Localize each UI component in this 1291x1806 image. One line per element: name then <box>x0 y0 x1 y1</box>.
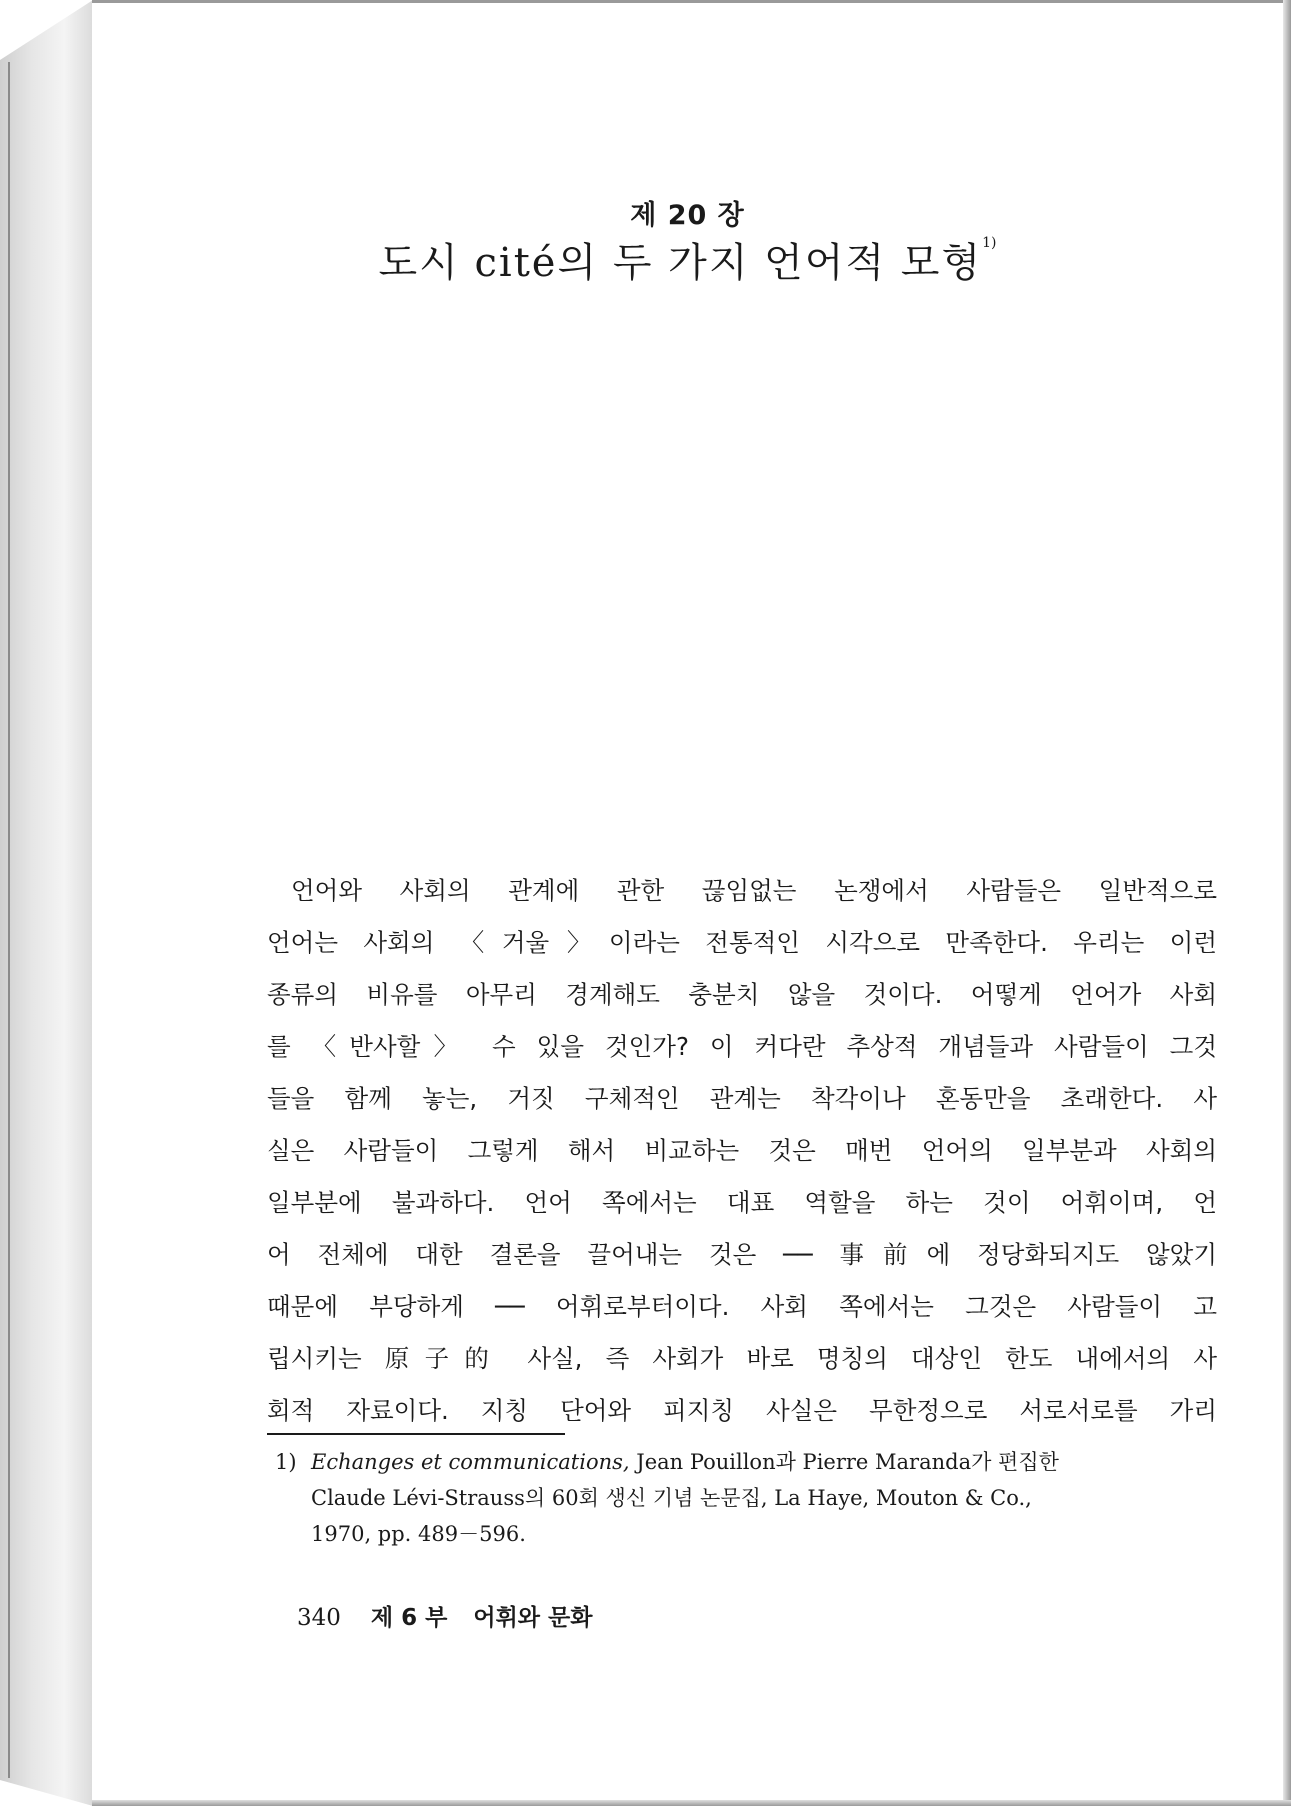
footnote-divider <box>267 1433 565 1435</box>
body-line: 회적 자료이다. 지칭 단어와 피지칭 사실은 무한정으로 서로서로를 가리 <box>267 1396 1217 1425</box>
chapter-title-text: 도시 cité의 두 가지 언어적 모형 <box>378 240 983 286</box>
body-line: 언어는 사회의 〈거울〉이라는 전통적인 시각으로 만족한다. 우리는 이런 <box>267 928 1217 957</box>
body-line: 를 〈반사할〉 수 있을 것인가? 이 커다란 추상적 개념들과 사람들이 그것 <box>267 1032 1217 1061</box>
book-edge-line <box>8 62 10 1778</box>
page-bottom-shadow <box>92 1800 1291 1806</box>
page <box>92 3 1283 1800</box>
running-footer <box>297 1599 592 1632</box>
body-line: 실은 사람들이 그렇게 해서 비교하는 것은 매번 언어의 일부분과 사회의 <box>267 1136 1217 1165</box>
body-line: 들을 함께 놓는, 거짓 구체적인 관계는 착각이나 혼동만을 초래한다. 사 <box>267 1084 1217 1113</box>
footnote-line: Claude Lévi-Strauss의 60회 생신 기념 논문집, La Haye, Mouton & Co., <box>311 1486 1032 1510</box>
body-paragraph <box>267 865 1217 1437</box>
chapter-title <box>92 231 1283 288</box>
chapter-number: 제 20 장 <box>630 200 745 231</box>
page-number: 340 <box>297 1605 341 1631</box>
footnote-reference[interactable]: 1) <box>982 235 997 251</box>
book-edge <box>0 0 93 1806</box>
footnote-text: Jean Pouillon과 Pierre Maranda가 편집한 <box>629 1450 1059 1474</box>
body-line: 일부분에 불과하다. 언어 쪽에서는 대표 역할을 하는 것이 어휘이며, 언 <box>267 1188 1217 1217</box>
footnote <box>267 1444 1217 1552</box>
footnote-marker: 1) <box>275 1450 297 1474</box>
footnote-line: 1970, pp. 489－596. <box>311 1522 526 1546</box>
body-line: 종류의 비유를 아무리 경계해도 충분치 않을 것이다. 어떻게 언어가 사회 <box>267 980 1217 1009</box>
body-line: 언어와 사회의 관계에 관한 끊임없는 논쟁에서 사람들은 일반적으로 <box>291 876 1217 905</box>
body-line: 때문에 부당하게 ── 어휘로부터이다. 사회 쪽에서는 그것은 사람들이 고 <box>267 1292 1217 1321</box>
part-title: 어휘와 문화 <box>473 1605 593 1631</box>
footnote-line <box>267 1444 1217 1480</box>
part-label: 제 6 부 <box>370 1605 448 1631</box>
body-line: 립시키는 原子的 사실, 즉 사회가 바로 명칭의 대상인 한도 내에서의 사 <box>267 1344 1217 1373</box>
footnote-source-title: Echanges et communications, <box>311 1450 630 1474</box>
body-line: 어 전체에 대한 결론을 끌어내는 것은 ── 事前에 정당화되지도 않았기 <box>267 1240 1217 1269</box>
page-right-shadow <box>1283 0 1291 1806</box>
